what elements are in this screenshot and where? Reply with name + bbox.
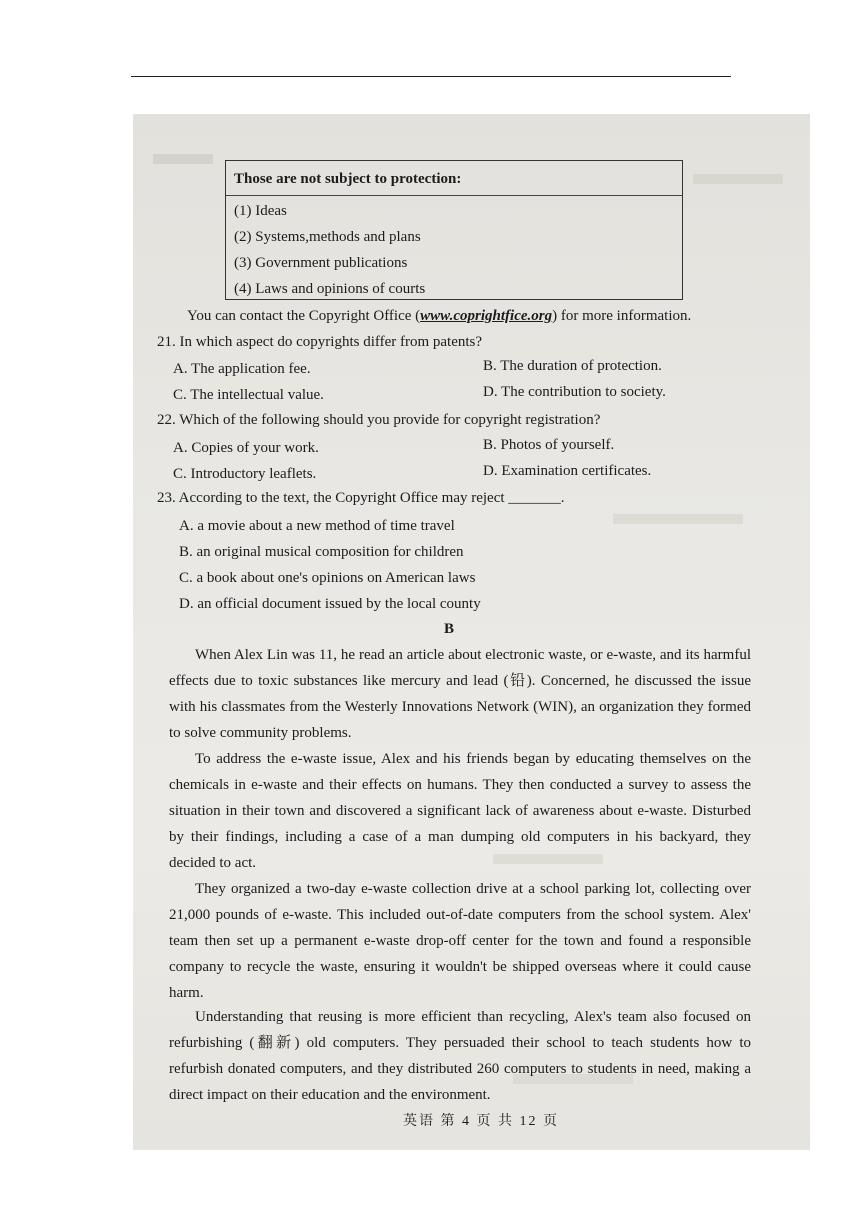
box-title: Those are not subject to protection: [234, 171, 462, 187]
passage-paragraph [169, 876, 751, 1006]
question-23-stem: 23. According to the text, the Copyright Office may reject _______. [157, 490, 565, 506]
passage-paragraph-text: They organized a two-day e-waste collection drive at a school parking lot, collecting over 21,000 pounds of e-waste. This included out-of-date computers from the school system. Alex' team then set up a permanent e-waste drop-off center for the town and found a responsible company to recycle the waste, ensuring it wouldn't be shipped overseas where it could cause harm. [169, 881, 751, 1001]
passage-paragraph-text: To address the e-waste issue, Alex and his friends began by educating themselves on the chemicals in e-waste and their effects on humans. They then conducted a survey to assess the situation in their town and discovered a significant lack of awareness about e-waste. Disturbed by their findings, including a case of a man dumping old computers in his backyard, they decided to act. [169, 751, 751, 871]
box-item: (4) Laws and opinions of courts [234, 281, 426, 297]
not-protected-box [225, 160, 683, 300]
passage-paragraph-text: When Alex Lin was 11, he read an article about electronic waste, or e-waste, and its harmful effects due to toxic substances like mercury and lead (铅). Concerned, he discussed the issue with his classmates from the Westerly Innovations Network (WIN), an organization they formed to solve community problems. [169, 647, 751, 741]
contact-text-before: You can contact the Copyright Office ( [187, 308, 421, 324]
page-footer: 英语 第 4 页 共 12 页 [403, 1114, 559, 1129]
question-21-option-c: C. The intellectual value. [173, 387, 324, 403]
question-23-option-d: D. an official document issued by the local county [179, 596, 481, 612]
top-rule [131, 76, 731, 77]
passage-paragraph-text: Understanding that reusing is more efficient than recycling, Alex's team also focused on refurbishing (翻新) old computers. They persuaded their school to teach students how to refurbish donated computers, and they distributed 260 computers to students in need, making a direct impact on their education and the environment. [169, 1009, 751, 1103]
contact-line [187, 308, 691, 325]
question-23-option-a: A. a movie about a new method of time travel [179, 518, 455, 534]
question-22-option-d: D. Examination certificates. [483, 463, 652, 479]
contact-text-after: ) for more information. [552, 308, 692, 324]
question-22-option-a: A. Copies of your work. [173, 440, 319, 456]
question-23-option-c: C. a book about one's opinions on American laws [179, 570, 476, 586]
box-item: (1) Ideas [234, 203, 287, 219]
question-22-option-c: C. Introductory leaflets. [173, 466, 317, 482]
passage-paragraph [169, 746, 751, 876]
question-21-stem: 21. In which aspect do copyrights differ from patents? [157, 334, 483, 350]
question-23-option-b: B. an original musical composition for children [179, 544, 464, 560]
bleed-through-mark [693, 174, 783, 184]
section-heading-b: B [444, 621, 455, 637]
bleed-through-mark [153, 154, 213, 164]
question-22-stem: 22. Which of the following should you provide for copyright registration? [157, 412, 601, 428]
bleed-through-mark [613, 514, 743, 524]
box-item: (2) Systems,methods and plans [234, 229, 421, 245]
box-divider [226, 195, 682, 196]
passage-paragraph [169, 642, 751, 746]
scanned-page-photo [133, 114, 810, 1150]
question-21-option-d: D. The contribution to society. [483, 384, 666, 400]
copyright-office-link[interactable]: www.coprightfice.org [420, 308, 553, 324]
question-21-option-b: B. The duration of protection. [483, 358, 662, 374]
box-item: (3) Government publications [234, 255, 408, 271]
question-21-option-a: A. The application fee. [173, 361, 311, 377]
question-22-option-b: B. Photos of yourself. [483, 437, 615, 453]
passage-paragraph [169, 1004, 751, 1108]
